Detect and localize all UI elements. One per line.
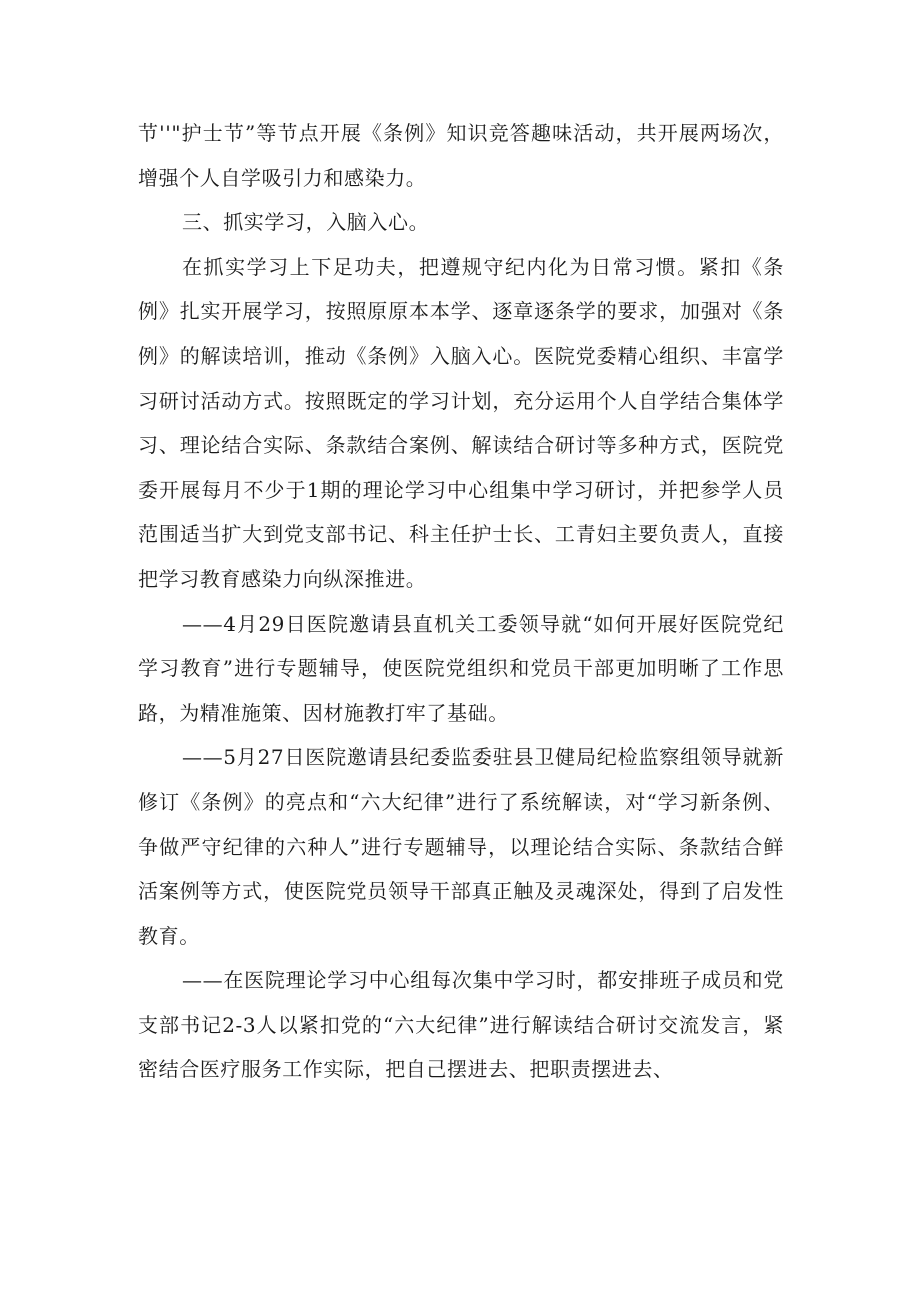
- paragraph-may-27: ——5月27日医院邀请县纪委监委驻县卫健局纪检监察组领导就新修订《条例》的亮点和“六大纪律”进行了系统解读，对“学习新条例、争做严守纪律的六种人”进行专题辅导，以理论结合实际、条款结合鲜活案例等方式，使医院党员领导干部真正触及灵魂深处，得到了启发性教育。: [138, 745, 784, 948]
- paragraph-study-overview: 在抓实学习上下足功夫，把遵规守纪内化为日常习惯。紧扣《条例》扎实开展学习，按照原原本本学、逐章逐条学的要求，加强对《条例》的解读培训，推动《条例》入脑入心。医院党委精心组织、丰富学习研讨活动方式。按照既定的学习计划，充分运用个人自学结合集体学习、理论结合实际、条款结合案例、解读结合研讨等多种方式，医院党委开展每月不少于1期的理论学习中心组集中学习研讨，并把参学人员范围适当扩大到党支部书记、科主任护士长、工青妇主要负责人，直接把学习教育感染力向纵深推进。: [138, 254, 784, 591]
- paragraph-continuation: 节''"护士节”等节点开展《条例》知识竞答趣味活动，共开展两场次，增强个人自学吸引力和感染力。: [138, 121, 784, 190]
- paragraph-april-29: ——4月29日医院邀请县直机关工委领导就“如何开展好医院党纪学习教育”进行专题辅导，使医院党组织和党员干部更加明晰了工作思路，为精准施策、因材施教打牢了基础。: [138, 611, 784, 725]
- document-body: [138, 111, 784, 1092]
- section-heading-3: 三、抓实学习，入脑入心。: [182, 210, 430, 235]
- paragraph-study-group: ——在医院理论学习中心组每次集中学习时，都安排班子成员和党支部书记2-3人以紧扣党的“六大纪律”进行解读结合研讨交流发言，紧密结合医疗服务工作实际，把自己摆进去、把职责摆进去、: [138, 968, 784, 1082]
